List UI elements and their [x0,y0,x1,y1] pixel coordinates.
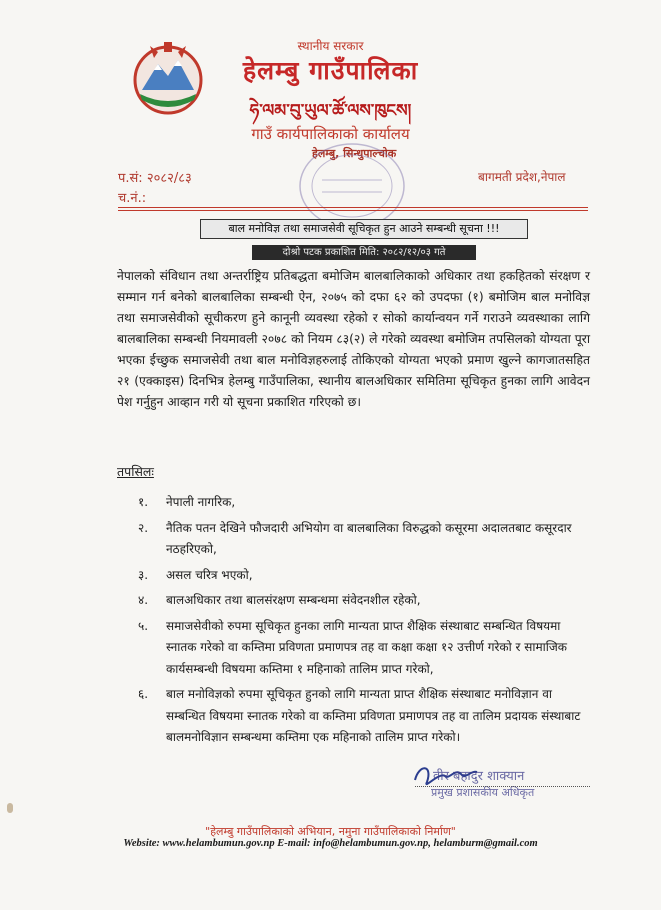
item-text: बालअधिकार तथा बालसंरक्षण सम्बन्धमा संवेदनशील रहेको, [166,593,421,607]
office-name: गाउँ कार्यपालिकाको कार्यालय [251,125,410,143]
list-item [138,492,590,514]
list-item [138,518,590,561]
email-label: E-mail: [277,838,311,849]
item-number: ३. [138,567,149,582]
list-item [138,616,590,681]
footer-contact [0,838,661,849]
item-number: १. [138,495,149,509]
item-number: २. [138,520,149,535]
item-text: नेपाली नागरिक, [166,495,236,509]
paper-mark [7,803,13,813]
item-text: समाजसेवीको रुपमा सूचिकृत हुनका लागि मान्यता प्राप्त शैक्षिक संस्थाबाट सम्बन्धित विषयमा स्नातक गरेको वा कम्तिमा प्रविणता प्रमाणपत्र तह वा कक्षा कक्षा १२ उत्तीर्ण गरेको र सामाजिक कार्यसम्बन्धी विषयमा कम्तिमा १ महिनाको तालिम प्राप्त गरेको, [166,618,567,676]
item-number: ५. [138,618,149,633]
office-location: हेलम्बु, सिन्धुपाल्चोक [312,147,397,160]
list-item [138,590,590,612]
list-item [138,684,590,749]
reference-number: प.सं: २०८२/८३ [118,171,192,186]
footer-slogan: "हेलम्बु गाउँपालिकाको अभियान, नमुना गाउँपालिकाको निर्माण" [205,825,456,838]
item-text: बाल मनोविज्ञको रुपमा सूचिकृत हुनको लागि मान्यता प्राप्त शैक्षिक संस्थाबाट मनोविज्ञान वा सम्बन्धित विषयमा स्नातक गरेको वा कम्तिमा प्रविणता प्रमाणपत्र तह वा तालिम प्रदायक संस्थाबाट बालमनोविज्ञान सम्बन्धमा कम्तिमा एक महिनाको तालिम प्राप्त गरेको। [166,687,581,744]
header-rule-top [118,207,588,208]
signature [405,750,590,815]
notice-body: नेपालको संविधान तथा अन्तर्राष्ट्रिय प्रतिबद्धता बमोजिम बालबालिकाको अधिकार तथा हकहितको संरक्षण र सम्मान गर्न बनेको बालबालिका सम्बन्धी ऐन, २०७५ को दफा ६२ को उपदफा (१) बमोजिम बाल मनोविज्ञ तथा समाजसेवीको सूचीकरण हुने कानूनी व्यवस्था रहेको र सोको कार्यान्वयन गर्ने गराउने व्यवस्थाका लागि बालबालिका सम्बन्धी नियमावली २०७८ को नियम ८३(२) ले गरेको व्यवस्था बमोजिम तपसिलको योग्यता पूरा भएका ईच्छुक समाजसेवी तथा बाल मनोविज्ञहरुलाई तोकिएको योग्यता भएको प्रमाण खुल्ने कागजातसहित २१ (एक्काइस) दिनभित्र हेलम्बु गाउँपालिका, स्थानीय बालअधिकार समितिमा सूचिकृत हुनका लागि आवेदन पेश गर्नुहुन आव्हान गरी यो सूचना प्रकाशित गरिएको छ। [117,269,590,409]
signature-line [415,786,590,787]
tibetan-title: ཧེ་ལམ་བུ་ཡུལ་ཚོ་ལས་ཁུངས། [249,101,412,121]
header-rule-bottom [118,210,588,211]
email-link[interactable]: info@helambumun.gov.np, helamburm@gmail.com [313,838,538,849]
item-text: असल चरित्र भएको, [166,567,253,582]
publication-date: दोश्रो पटक प्रकाशित मिति: २०८२/१२/०३ गते [252,245,476,260]
province-label: बागमती प्रदेश,नेपाल [478,170,566,184]
requirements-list [138,492,590,753]
item-number: ४. [138,593,149,607]
header-top-line: स्थानीय सरकार [297,39,364,53]
signature-title: प्रमुख प्रशासकीय अधिकृत [431,786,535,799]
notice-title: बाल मनोविज्ञ तथा समाजसेवी सूचिकृत हुन आउने सम्बन्धी सूचना !!! [200,219,528,239]
signature-name: वीर बहादुर शाक्यान [433,769,525,784]
municipality-title: हेलम्बु गाउँपालिका [242,56,419,85]
list-item [138,565,590,587]
item-number: ६. [138,687,149,701]
website-link[interactable]: www.helambumun.gov.np [162,838,275,849]
website-label: Website: [123,838,160,849]
dispatch-number: च.नं.: [118,191,147,206]
details-heading: तपसिलः [117,464,154,479]
item-text: नैतिक पतन देखिने फौजदारी अभियोग वा बालबालिका विरुद्धको कसूरमा अदालतबाट कसूरदार नठहरिएको, [166,520,572,556]
